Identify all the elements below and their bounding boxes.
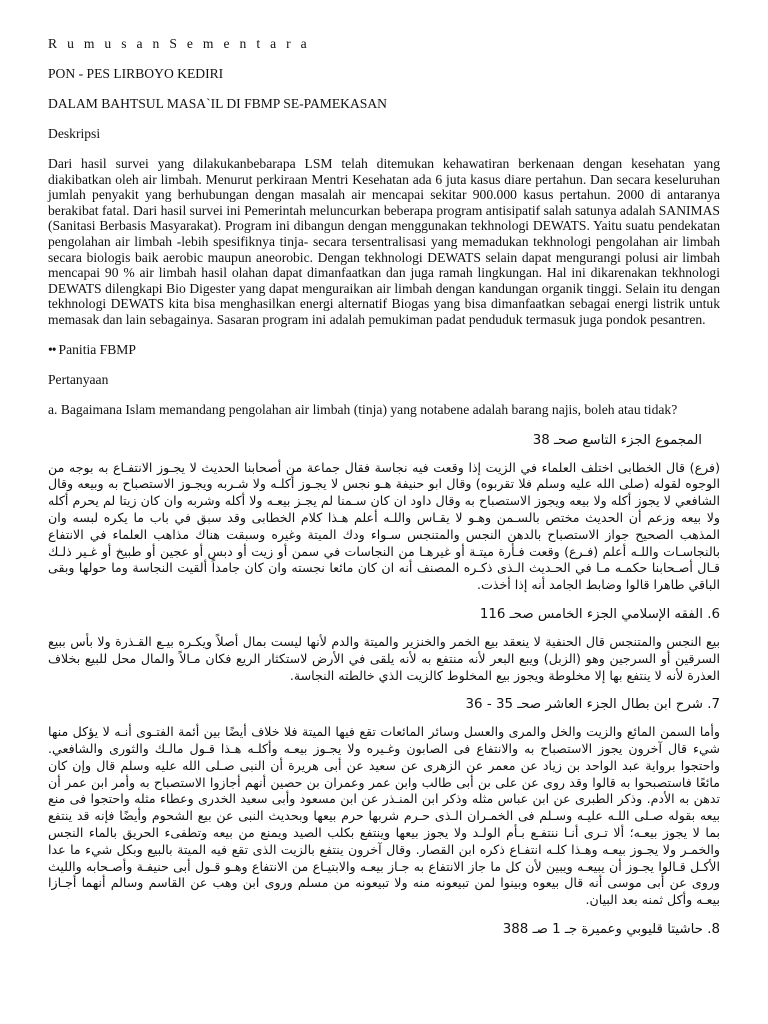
bullet-icon: ••	[48, 341, 56, 357]
doc-title: R u m u s a n S e m e n t a r a	[48, 36, 310, 51]
committee-line	[48, 342, 720, 358]
description-label: Deskripsi	[48, 126, 101, 141]
reference-text: بيع النجس والمتنجس قال الحنفية لا ينعقد بيع الخمر والخنزير والميتة والدم لأنها ليست بمال أصلاً ويكـره بيـع القـذرة ولا بأس ببيع السرقين أو السرجين وهو (الزبل) ويبع البعر لأنه منتفع به لأنه يلقى في الأرض لاستكثار الريع فكان مـالاً والمال محل للبيع بخلاف العذرة لأنه لا ينتفع بها إلا مخلوطة ويجوز بيع المخلوط كالزيت الذي خالطته النجاسة.	[48, 633, 720, 683]
event-line: DALAM BAHTSUL MASA`IL DI FBMP SE-PAMEKASAN	[48, 96, 387, 111]
reference-text: (فرع) قال الخطابى اختلف العلماء في الزيت إذا وقعت فيه نجاسة فقال جماعة من أصحابنا الحديث لا يجـوز الانتفـاع به بوجه من الوجوه لقوله (صلى الله عليه وسلم فلا تقربوه) وقال ابو حنيفة هـو نجس لا يجـوز أكلـه ولا شـربه ويجـوز الاستصباح به وبيعه وقال الشافعي لا يجوز أكله ولا بيعه ويجوز الاستصباح به وقال داود ان كان سـمنا لم يجـز بيعـه ولا أكله وشربه وان كان زيتا لم يحرم أكله ولا بيعه وزعم أن الحديث مختص بالسـمن وهـو لا يقـاس واللـه أعلم هـذا كلام الخطابى وقد سبق في باب ما يكره لبسه وان المذهب الصحيح جواز الاستصباح بالدهن النجس والمتنجس سـواء ودك الميتة وغيره وسبقت هناك مذاهب العلماء في الانتفاع بالنجاسـات واللـه أعلم (فـرع) وقعت فـأرة ميتـة أو غيرهـا من النجاسات في سمن أو زيت أو دبس أو عجين أو طبيخ أو غـير ذلـك قـال أصـحابنا حكمـه مـا في الحـديث الـذى ذكـره المصنف أنه ان كان مائعا نجسته وان كان جامداً ألقيت النجاسة وما حولها وبقى الباقي طاهرا قالوا وضابط الجامد أنه إذا أخذت.	[48, 459, 720, 593]
description-body: Dari hasil survei yang dilakukanbebarapa LSM telah ditemukan kehawatiran berkenaan dengan kesehatan yang diakibatkan oleh air limbah. Menurut perkiraan Mentri Kesehatan ada 6 juta kasus diare pertahun. Dan secara keseluruhan jumlah penyakit yang berhubungan dengan masalah air mencapai sekitar 900.000 kasus pertahun. 2000 di antaranya berakibat fatal. Dari hasil survei ini Pemerintah meluncurkan beberapa program antisipatif salah satunya adalah SANIMAS (Sanitasi Berbasis Masyarakat). Program ini dibangun dengan menggunakan tekhnologi DEWATS. Yaitu suatu pendekatan pengolahan air limbah -lebih spesifiknya tinja- secara tersentralisasi yang memadukan tekhnologi pengolahan air limbah secara biologis baik aerobic maupun aneorobic. Dengan tekhnologi DEWATS selain dapat mengurangi polusi air limbah mencapai 90 % air limbah hasil olahan dapat dimanfaatkan dan juga ramah lingkungan. Hal ini dikarenakan tekhnologi DEWATS dilengkapi Bio Digester yang dapat menguraikan air limbah dengan kandungan organik tinggi. Selain itu dengan tekhnologi DEWATS kita bisa menghasilkan energi alternatif Biogas yang bisa dimanfaatkan sebagai energi listrik untuk memasak dan lain sebagainya. Sasaran program ini adalah pemukiman padat penduduk termasuk juga pondok pesantren.	[48, 156, 720, 327]
reference-heading: المجموع الجزء التاسع صحـ 38	[532, 432, 702, 448]
reference-heading: 8. حاشيتا قليوبي وعميرة جـ 1 صـ 388	[502, 922, 720, 938]
document-page	[48, 36, 720, 949]
reference-heading: 7. شرح ابن بطال الجزء العاشر صحـ 35 - 36	[465, 697, 720, 713]
organizer-line: PON - PES LIRBOYO KEDIRI	[48, 66, 224, 81]
question-a: a. Bagaimana Islam memandang pengolahan air limbah (tinja) yang notabene adalah barang najis, boleh atau tidak?	[48, 401, 678, 417]
reference-heading: 6. الفقه الإسلامي الجزء الخامس صحـ 116	[479, 606, 720, 622]
question-label: Pertanyaan	[48, 371, 109, 387]
reference-text: وأما السمن المائع والزيت والخل والمرى والعسل وسائر المائعات تقع فيها الميتة فلا خلاف أيضًا بين أئمة الفتـوى أنـه لا يؤكل منها شيء قال آخرون يجوز الاستصباح به والانتفاع فى الصابون وغـيره ولا يجـوز بيعـه وأكلـه هـذا قـول مالـك والثورى والشافعي. واحتجوا برواية عبد الواحد بن زياد عن معمر عن الزهرى عن سعيد عن أبى هريرة أن النبى صـلى الله عليه وسلم قال وإن كان مائعًا فاستصبحوا به قالوا وقد روى عن على بن أبى طالب وابن عمر وعمران بن حصين أنهم أجازوا الاستصباح به وأمر ابن عمر أن تدهن به الأدم. وذكر الطبرى عن ابن عباس مثله وذكر ابن المنـذر عن ابن مسعود وأبى سعيد الخدرى وعطاء مثله واحتجوا فى منع بيعه بقوله صـلى اللـه عليـه وسـلم فى الخمـران الـذى حـرم شربها حرم بيعها وبحديث النبى عن بيع الشحوم وأيضًا فإنه قد ينتفع بما لا يجوز بيعـه؛ ألا تـرى أنـا ننتفـع بـأم الولـد ولا يجوز بيعها وينتفع بكلب الصيد ويمنع من بيعه وتطفىء الحريق بالماء النجس والخمـر ولا يجـوز بيعـه وهـذا كلـه انتفـاع ذكره ابن القصار. وقال آخرون ينتفع بالزيت الذى تقع فيه الميتة بالبيع وبكل شيء ما عدا الأكـل قـالوا يجـوز أن يبيعـه ويبين لأن كل ما جاز الانتفاع به جـاز بيعـه والابتيـاع من الانتفاع وهـو قـول أبى حنيفـة وأصـحابه والليث وروى عن أبى موسى أنه قال بيعوه وبينوا لمن تبيعونه منه ولا تبيعونه من مسلم وروى ابن وهب عن القاسم وسالم أنهما أجـازا بيعـه وأكل ثمنه بعد البيان.	[48, 724, 720, 908]
committee-name: Panitia FBMP	[58, 341, 136, 357]
